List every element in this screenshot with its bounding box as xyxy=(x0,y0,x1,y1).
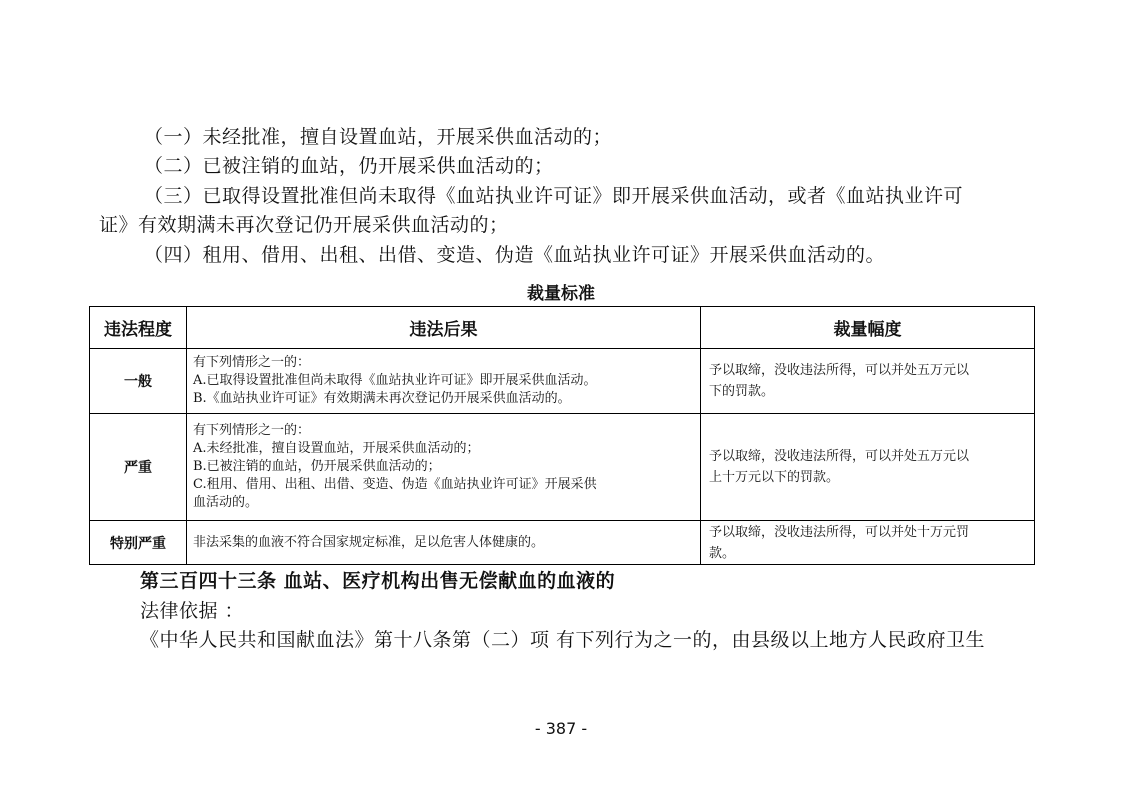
consequence-line: 血活动的。 xyxy=(193,495,259,510)
body-paragraph-3-line-2: 证》有效期满未再次登记仍开展采供血活动的； xyxy=(99,214,509,236)
penalty-cell xyxy=(701,414,1035,521)
header-consequence: 违法后果 xyxy=(187,307,701,349)
consequence-line: C.租用、借用、出租、出借、变造、伪造《血站执业许可证》开展采供 xyxy=(193,477,597,492)
legal-basis-label: 法律依据 ： xyxy=(140,600,245,622)
severity-cell: 严重 xyxy=(90,414,187,521)
body-paragraph-4: （四）租用、借用、出租、出借、变造、伪造《血站执业许可证》开展采供血活动的。 xyxy=(144,244,886,266)
penalty-cell xyxy=(701,521,1035,565)
table-row xyxy=(90,414,1035,521)
header-penalty-range: 裁量幅度 xyxy=(701,307,1035,349)
consequence-cell xyxy=(187,349,701,414)
severity-cell: 特别严重 xyxy=(90,521,187,565)
consequence-line: B.《血站执业许可证》有效期满未再次登记仍开展采供血活动的。 xyxy=(193,391,571,406)
body-paragraph-1: （一）未经批准，擅自设置血站，开展采供血活动的； xyxy=(144,126,613,148)
body-paragraph-2: （二）已被注销的血站，仍开展采供血活动的； xyxy=(144,155,554,177)
penalty-line: 上十万元以下的罚款。 xyxy=(709,470,840,485)
legal-basis-text: 《中华人民共和国献血法》第十八条第（二）项 有下列行为之一的，由县级以上地方人民政府卫生 xyxy=(140,629,986,651)
consequence-line: B.已被注销的血站，仍开展采供血活动的； xyxy=(193,459,441,474)
table-row xyxy=(90,521,1035,565)
penalty-cell xyxy=(701,349,1035,414)
penalty-line: 予以取缔，没收违法所得，可以并处五万元以 xyxy=(709,449,970,464)
consequence-line: 非法采集的血液不符合国家规定标准，足以危害人体健康的。 xyxy=(193,534,545,550)
body-paragraph-3-line-1: （三）已取得设置批准但尚未取得《血站执业许可证》即开展采供血活动，或者《血站执业许可 xyxy=(144,185,964,207)
table-header-row xyxy=(90,307,1035,349)
penalty-line: 下的罚款。 xyxy=(709,384,775,399)
discretion-standard-table xyxy=(89,306,1035,565)
penalty-line: 予以取缔，没收违法所得，可以并处五万元以 xyxy=(709,363,970,378)
page-number: - 387 - xyxy=(534,719,588,738)
penalty-line: 予以取缔，没收违法所得，可以并处十万元罚 xyxy=(709,524,970,540)
header-severity: 违法程度 xyxy=(90,307,187,349)
penalty-line: 款。 xyxy=(709,545,736,561)
consequence-cell xyxy=(187,414,701,521)
table-caption: 裁量标准 xyxy=(527,284,595,304)
table-row xyxy=(90,349,1035,414)
consequence-line: 有下列情形之一的： xyxy=(193,423,311,438)
consequence-cell xyxy=(187,521,701,565)
consequence-line: A.未经批准，擅自设置血站，开展采供血活动的； xyxy=(193,441,480,456)
article-title: 第三百四十三条 血站、医疗机构出售无偿献血的血液的 xyxy=(140,570,616,592)
severity-cell: 一般 xyxy=(90,349,187,414)
consequence-line: 有下列情形之一的： xyxy=(193,355,311,370)
consequence-line: A.已取得设置批准但尚未取得《血站执业许可证》即开展采供血活动。 xyxy=(193,373,597,388)
